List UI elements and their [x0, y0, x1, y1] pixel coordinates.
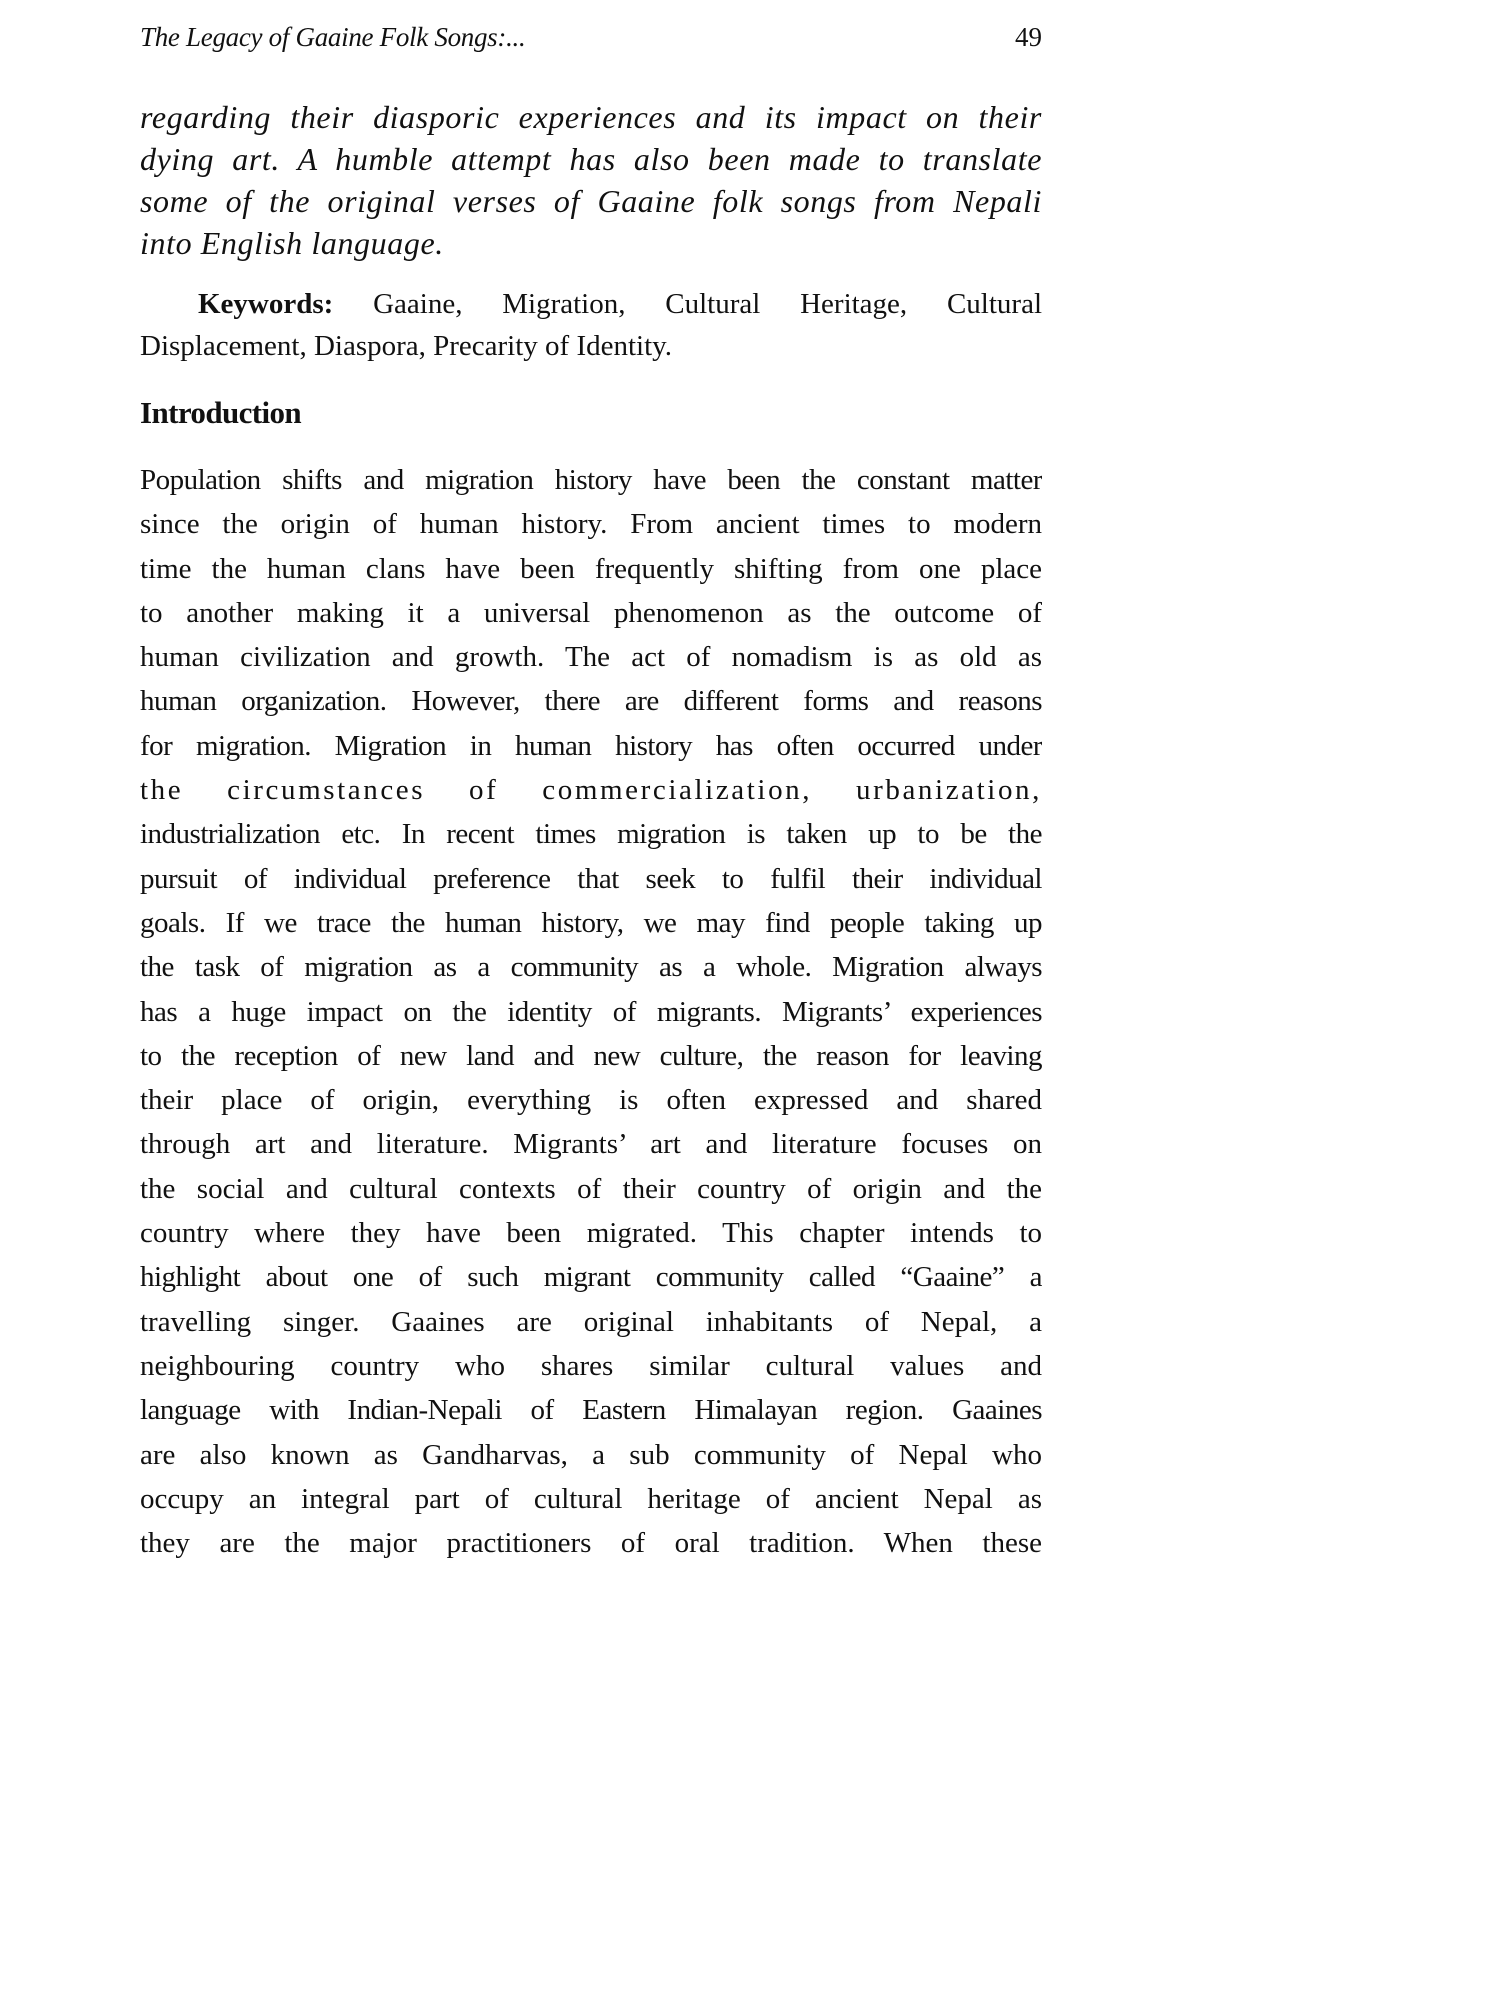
abstract-line: dying art. A humble attempt has also been made to translate [140, 141, 1042, 177]
body-line: has a huge impact on the identity of migrants. Migrants’ experiences [140, 995, 1042, 1028]
body-line: are also known as Gandharvas, a sub community of Nepal who [140, 1438, 1042, 1471]
body-line: travelling singer. Gaaines are original inhabitants of Nepal, a [140, 1305, 1042, 1338]
body-line: highlight about one of such migrant community called “Gaaine” a [140, 1261, 1042, 1294]
body-line: to another making it a universal phenomenon as the outcome of [140, 596, 1042, 629]
section-heading: Introduction [140, 395, 302, 430]
body-line: Population shifts and migration history have been the constant matter [140, 464, 1042, 496]
body-line: language with Indian-Nepali of Eastern Himalayan region. Gaaines [140, 1394, 1042, 1427]
keywords-block [140, 283, 1042, 367]
keywords-values: Gaaine, Migration, Cultural Heritage, Cultural [333, 288, 1042, 320]
abstract-line: some of the original verses of Gaaine folk songs from Nepali [140, 183, 1042, 219]
body-line: since the origin of human history. From ancient times to modern [140, 508, 1042, 541]
running-header [140, 22, 1042, 66]
keywords-line [140, 283, 1042, 325]
body-line: through art and literature. Migrants’ art and literature focuses on [140, 1128, 1042, 1161]
body-line: industrialization etc. In recent times migration is taken up to be the [140, 818, 1042, 851]
body-line: occupy an integral part of cultural heritage of ancient Nepal as [140, 1482, 1042, 1515]
abstract-continuation [140, 96, 1042, 264]
page-number: 49 [1015, 22, 1042, 52]
body-line: the circumstances of commercialization, urbanization, [140, 774, 1042, 807]
body-line: the social and cultural contexts of their country of origin and the [140, 1172, 1042, 1205]
running-title: The Legacy of Gaaine Folk Songs:... [140, 22, 526, 52]
body-line: human organization. However, there are different forms and reasons [140, 685, 1042, 718]
body-line: country where they have been migrated. This chapter intends to [140, 1217, 1042, 1250]
body-line: their place of origin, everything is often expressed and shared [140, 1084, 1042, 1117]
abstract-line: into English language. [140, 225, 444, 261]
abstract-line: regarding their diasporic experiences and its impact on their [140, 99, 1042, 135]
body-paragraph [140, 458, 1042, 1565]
body-line: goals. If we trace the human history, we may find people taking up [140, 906, 1042, 939]
body-line: to the reception of new land and new culture, the reason for leaving [140, 1039, 1042, 1072]
keywords-label: Keywords: [198, 288, 334, 320]
body-line: time the human clans have been frequently shifting from one place [140, 552, 1042, 585]
body-line: for migration. Migration in human history has often occurred under [140, 729, 1042, 762]
body-line: pursuit of individual preference that seek to fulfil their individual [140, 862, 1042, 895]
body-line: neighbouring country who shares similar cultural values and [140, 1349, 1042, 1382]
body-line: they are the major practitioners of oral tradition. When these [140, 1527, 1042, 1560]
body-line: human civilization and growth. The act of nomadism is as old as [140, 641, 1042, 674]
body-line: the task of migration as a community as a whole. Migration always [140, 951, 1042, 984]
keywords-line: Displacement, Diaspora, Precarity of Identity. [140, 330, 673, 362]
